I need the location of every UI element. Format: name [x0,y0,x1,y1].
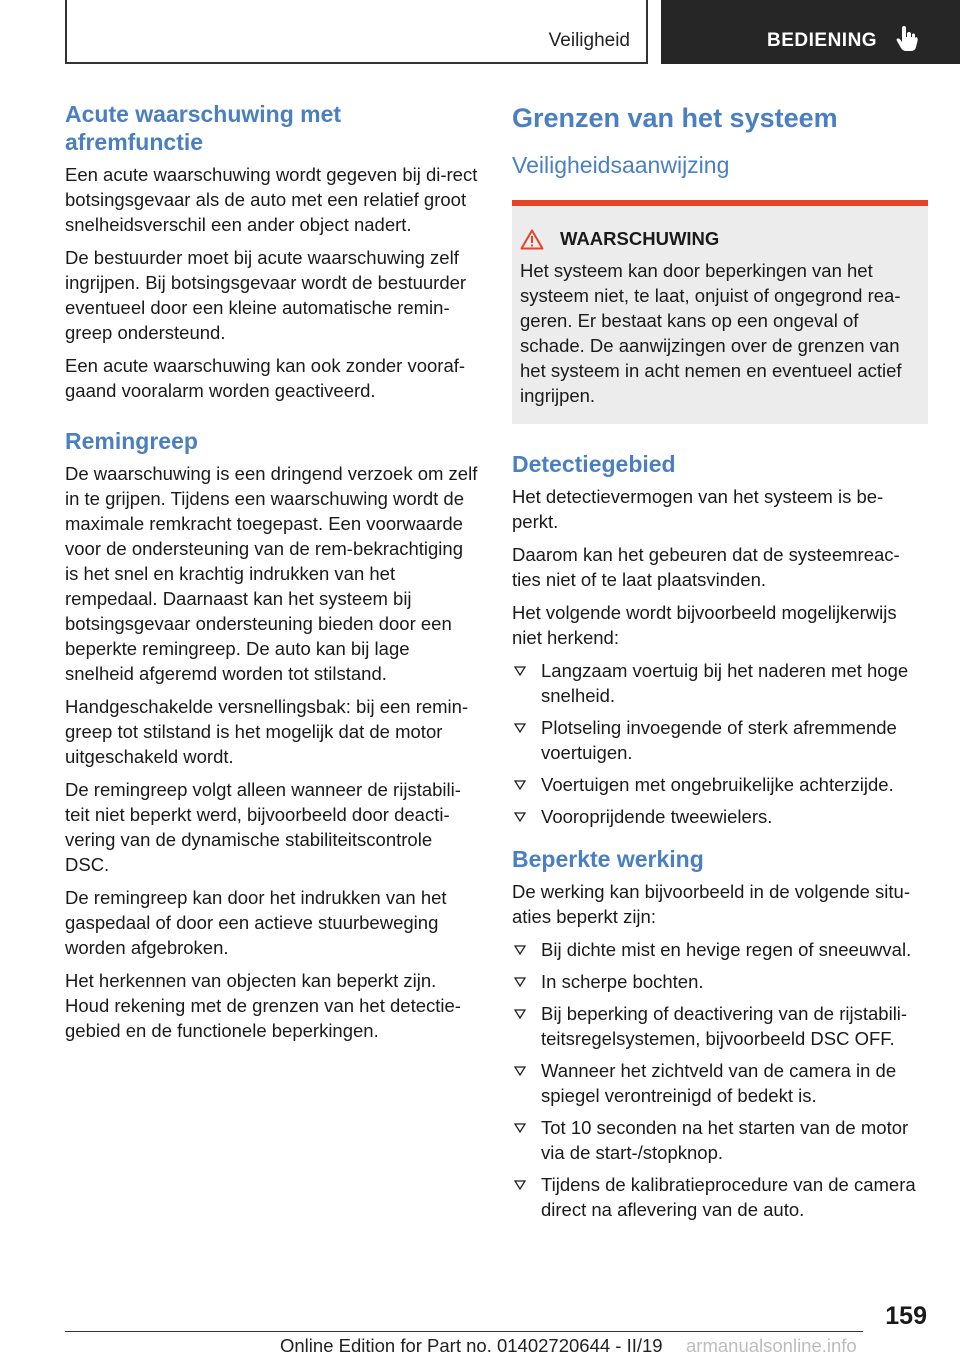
warning-box [512,200,928,424]
limitation-list [512,937,928,1222]
heading-detectiegebied: Detectiegebied [512,451,676,477]
paragraph: De bestuurder moet bij acute waarschuwing zelf ingrijpen. Bij botsingsgevaar wordt de bestuurder eventueel door een kleine automatische remin-greep ondersteund. [65,247,467,343]
triangle-bullet-icon [514,723,526,733]
paragraph: Het herkennen van objecten kan beperkt zijn. Houd rekening met de grenzen van het detectie-gebied en de functionele beperkingen. [65,970,461,1041]
triangle-bullet-icon [514,780,526,790]
heading-acute-waarschuwing: Acute waarschuwing met afremfunctie [65,101,342,155]
left-column [65,100,480,1051]
list-item: Vooroprijdende tweewielers. [512,804,928,829]
warning-text: Het systeem kan door beperkingen van het systeem niet, te laat, onjuist of ongegrond rea-geren. Er bestaat kans op een ongeval of schade. De aanwijzingen over de grenzen van het systeem in acht nemen en eventueel actief ingrijpen. [520,260,902,406]
heading-grenzen: Grenzen van het systeem [512,103,838,133]
warning-label: WAARSCHUWING [560,228,720,249]
list-item: Bij dichte mist en hevige regen of sneeuwval. [512,937,928,962]
hand-pointer-icon [896,26,918,52]
triangle-bullet-icon [514,666,526,676]
paragraph: Het detectievermogen van het systeem is be-perkt. [512,486,884,532]
list-item: Tijdens de kalibratieprocedure van de camera direct na aflevering van de auto. [512,1172,928,1222]
list-item: Wanneer het zichtveld van de camera in de spiegel verontreinigd of bedekt is. [512,1058,928,1108]
paragraph: De remingreep kan door het indrukken van het gaspedaal of door een actieve stuurbeweging worden afgebroken. [65,887,447,958]
paragraph: Een acute waarschuwing kan ook zonder vooraf-gaand vooralarm worden geactiveerd. [65,355,466,401]
footer-watermark: armanualsonline.info [686,1335,857,1356]
heading-veiligheidsaanwijzing: Veiligheidsaanwijzing [512,152,730,178]
header-chapter-title: BEDIENING [767,30,878,51]
list-item: Voertuigen met ongebruikelijke achterzijde. [512,772,928,797]
list-item: Langzaam voertuig bij het naderen met hoge snelheid. [512,658,928,708]
paragraph: De werking kan bijvoorbeeld in de volgende situ-aties beperkt zijn: [512,881,910,927]
heading-remingreep: Remingreep [65,428,198,454]
footer-edition: Online Edition for Part no. 01402720644 - II/19 [280,1335,663,1356]
triangle-bullet-icon [514,1180,526,1190]
list-item: In scherpe bochten. [512,969,928,994]
paragraph: De remingreep volgt alleen wanneer de rijstabili-teit niet beperkt werd, bijvoorbeeld door deacti-vering van de dynamische stabiliteitscontrole DSC. [65,779,461,875]
paragraph: Een acute waarschuwing wordt gegeven bij di-rect botsingsgevaar als de auto met een relatief groot snelheidsverschil een ander object nadert. [65,164,478,235]
triangle-bullet-icon [514,1009,526,1019]
right-column [512,100,928,1238]
warning-triangle-icon [520,229,544,250]
triangle-bullet-icon [514,1123,526,1133]
triangle-bullet-icon [514,812,526,822]
header-chapter-box [661,0,960,64]
paragraph: De waarschuwing is een dringend verzoek om zelf in te grijpen. Tijdens een waarschuwing wordt de maximale remkracht toegepast. Een voorwaarde voor de ondersteuning van de rem-bekrachtiging is het snel en krachtig indrukken van het rempedaal. Daarnaast kan het systeem bij botsingsgevaar ondersteuning bieden door een beperkte remingreep. De auto kan bij lage snelheid afgeremd worden tot stilstand. [65,463,478,684]
footer-divider [65,1331,863,1332]
heading-beperkte-werking: Beperkte werking [512,846,704,872]
header-section-title: Veiligheid [548,30,630,51]
triangle-bullet-icon [514,945,526,955]
paragraph: Handgeschakelde versnellingsbak: bij een remin-greep tot stilstand is het mogelijk dat de motor uitgeschakeld wordt. [65,696,469,767]
page-number: 159 [885,1302,927,1330]
triangle-bullet-icon [514,1066,526,1076]
header-section-box [65,0,648,64]
detection-list [512,658,928,829]
triangle-bullet-icon [514,977,526,987]
list-item: Bij beperking of deactivering van de rijstabili-teitsregelsystemen, bijvoorbeeld DSC OFF. [512,1001,928,1051]
list-item: Tot 10 seconden na het starten van de motor via de start-/stopknop. [512,1115,928,1165]
paragraph: Het volgende wordt bijvoorbeeld mogelijkerwijs niet herkend: [512,602,897,648]
paragraph: Daarom kan het gebeuren dat de systeemreac-ties niet of te laat plaatsvinden. [512,544,900,590]
list-item: Plotseling invoegende of sterk afremmende voertuigen. [512,715,928,765]
